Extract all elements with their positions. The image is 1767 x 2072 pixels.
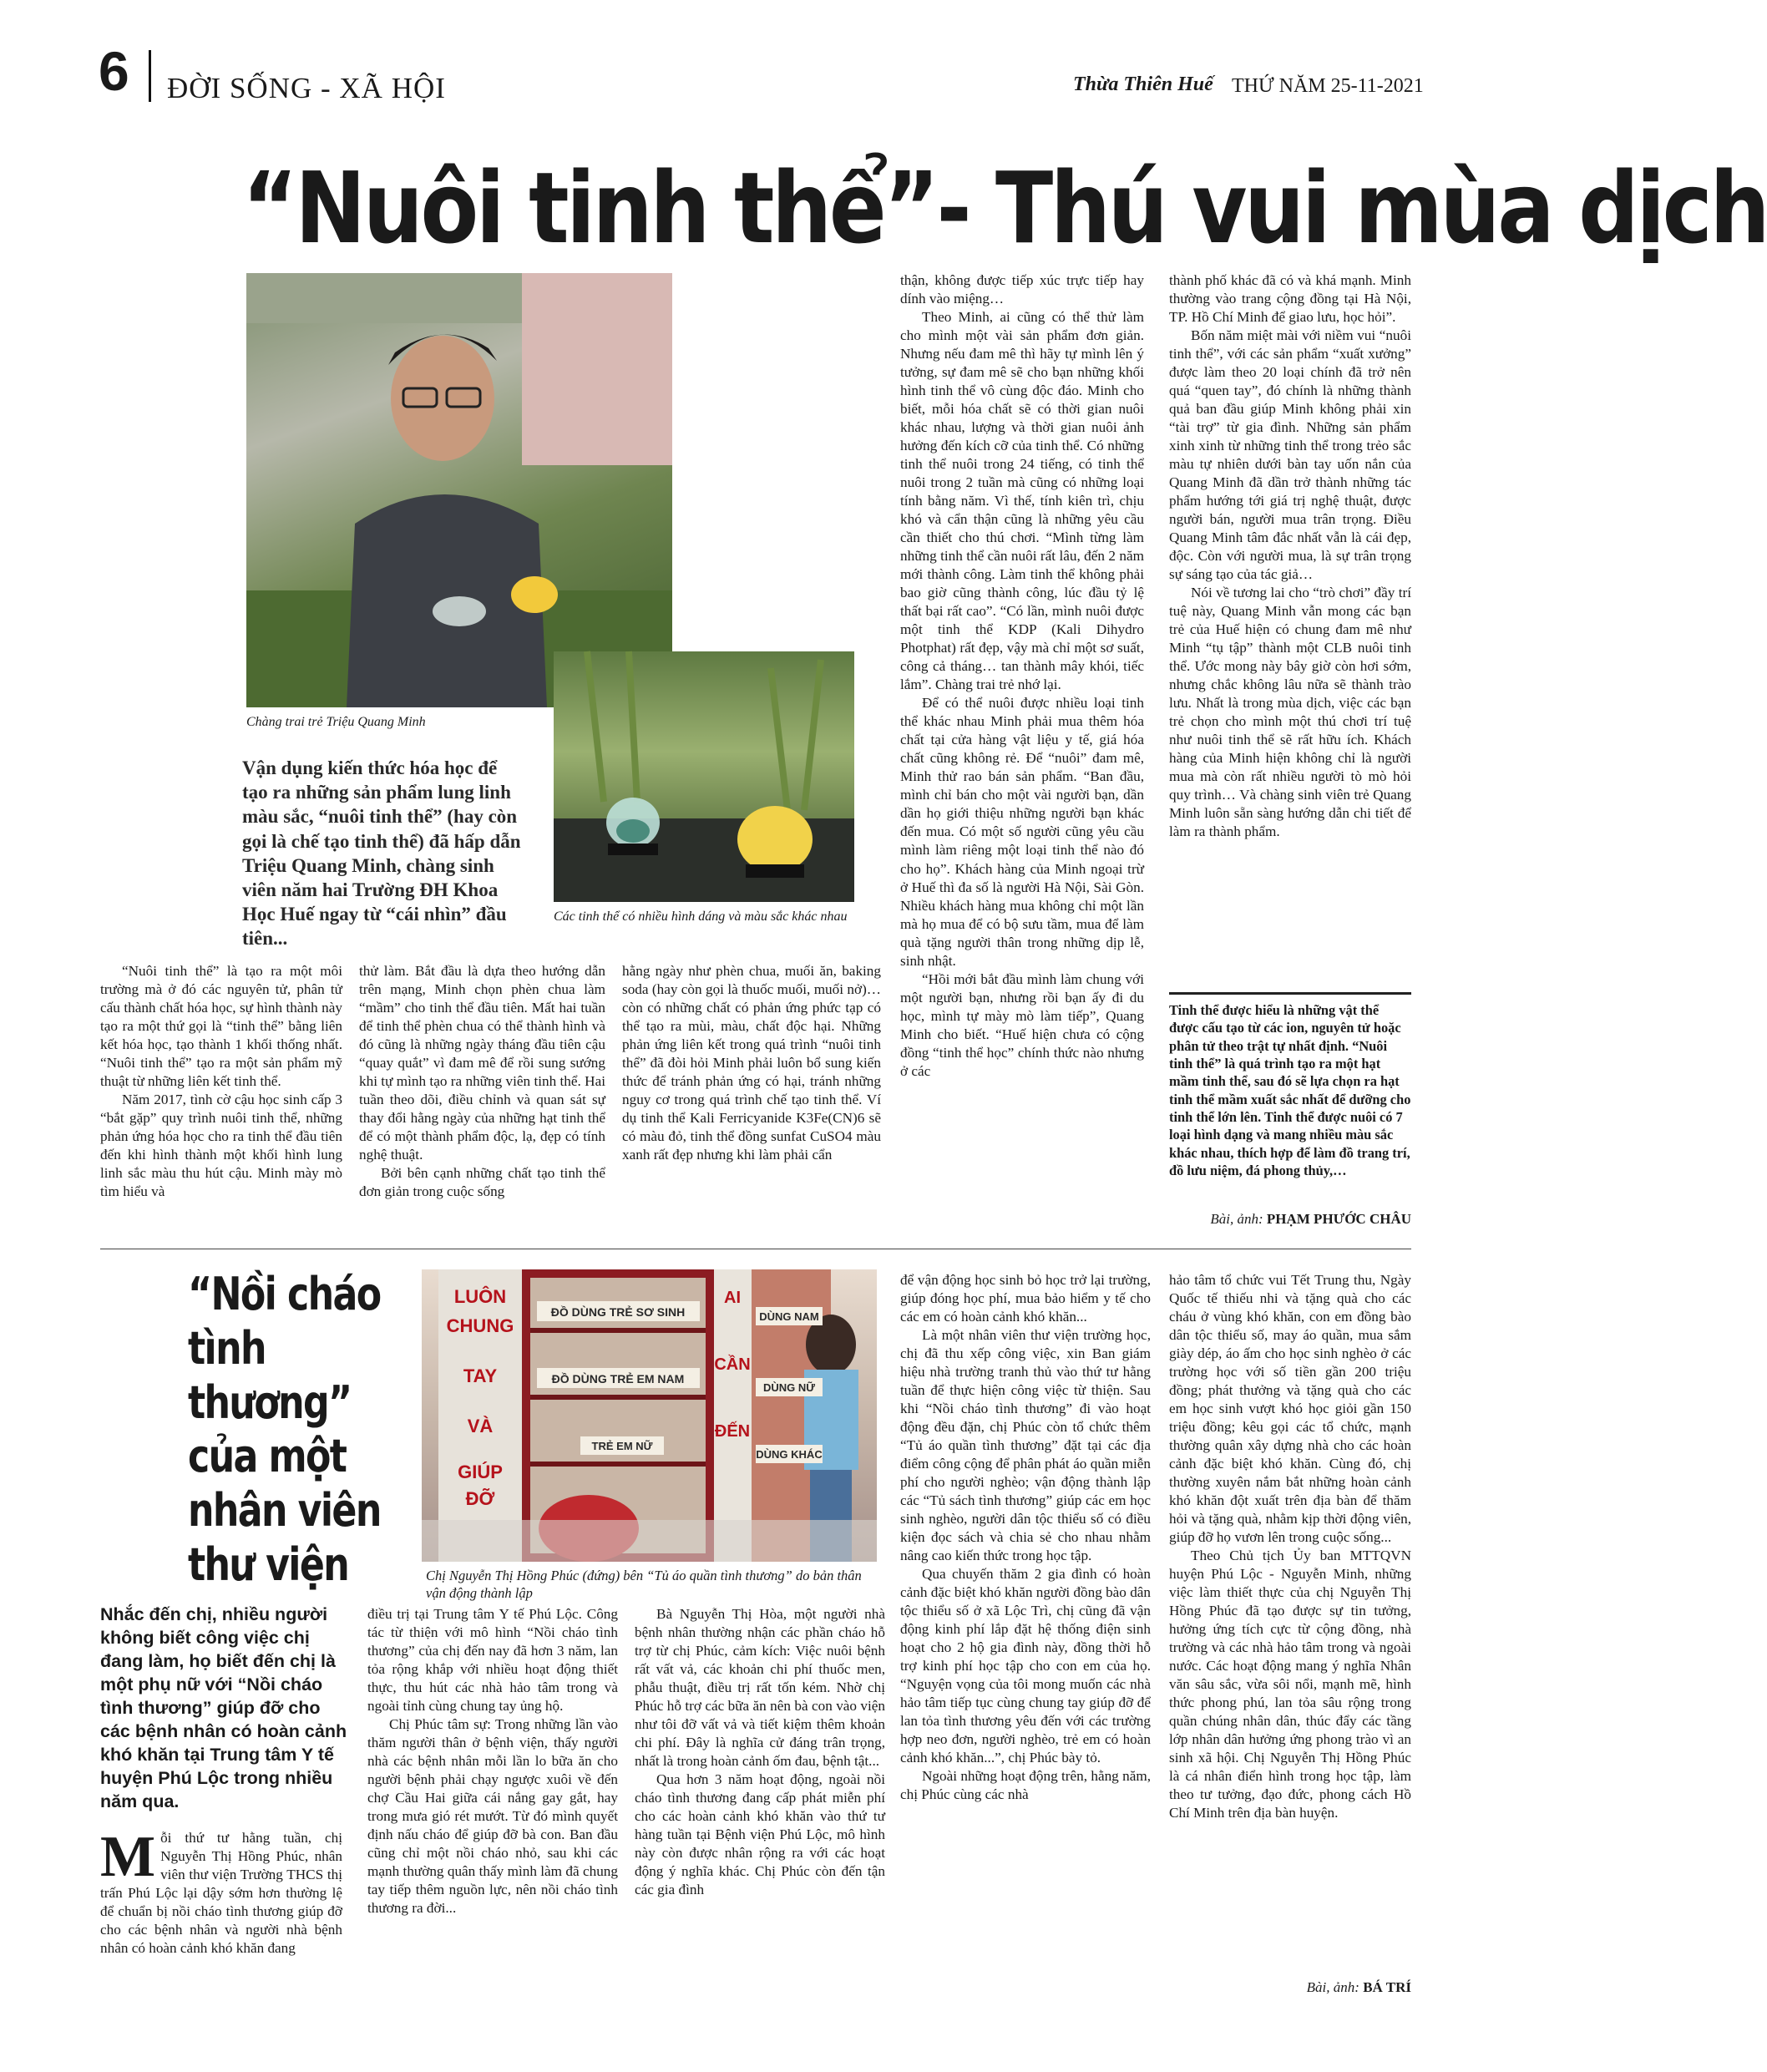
paragraph: Qua hơn 3 năm hoạt động, ngoài nồi cháo tình thương đang cấp phát miễn phí cho các hoàn cảnh khó khăn vào thứ tư hàng tuần tại Bệnh viện Phú Lộc, mô hình này còn được nhân rộng ra với các hoạt động ý nghĩa khác. Chị Phúc còn đến tận các gia đình [635, 1771, 885, 1898]
article1-title: “Nuôi tinh thể”- Thú vui mùa dịch [242, 150, 1767, 266]
article1-column-5 [1169, 271, 1411, 841]
article1-lead: Vận dụng kiến thức hóa học để tạo ra những sản phẩm lung linh màu sắc, “nuôi tinh thể” (hay còn gọi là chế tạo tinh thể) đã hấp dẫn Triệu Quang Minh, chàng sinh viên năm hai Trường ĐH Khoa Học Huế ngay từ “cái nhìn” đầu tiên... [242, 757, 521, 950]
paragraph: hảo tâm tổ chức vui Tết Trung thu, Ngày Quốc tế thiếu nhi và tặng quà cho các cháu ở vùng khó khăn, con em đồng bào dân tộc thiểu số, may áo quần, mua sắm giày dép, áo ấm cho học sinh nghèo ở các trường học với số tiền gần 200 triệu đồng; phát thưởng và tặng quà cho các em học sinh vượt khó học giỏi gần 150 triệu đồng; kêu gọi các tổ chức, mạnh thường quân xây dựng nhà cho các hoàn cảnh đặc biệt khó khăn. Cùng đó, chị thường xuyên nắm bắt những hoàn cảnh khó khăn đột xuất trên địa bàn để thăm hỏi và tặng quà, nhằm kịp thời động viên, giúp đỡ họ vươn lên trong cuộc sống... [1169, 1272, 1411, 1546]
paragraph: Bởi bên cạnh những chất tạo tinh thể đơn giản trong cuộc sống [359, 1165, 605, 1200]
sign-giup: GIÚP [458, 1462, 503, 1482]
drop-cap: M [100, 1825, 156, 1889]
article1-caption2: Các tinh thể có nhiều hình dáng và màu sắc khác nhau [554, 909, 848, 924]
issue-date: THỨ NĂM 25-11-2021 [1232, 75, 1424, 97]
paragraph: Là một nhân viên thư viện trường học, chị đã thu xếp công việc, xin Ban giám hiệu nhà trường tranh thủ vào thứ tư hằng tuần để thực hiện công việc từ thiện. Sau khi “Nồi cháo tình thương” đi vào hoạt động đều đặn, chị Phúc còn tổ chức thêm “Tủ áo quần tình thương” đặt tại các địa điểm công cộng để phân phát áo quần miễn phí cho người nghèo; vận động thành lập các “Tủ sách tình thương” giúp các em học sinh nghèo, người dân tộc thiểu số có điều kiện đọc sách và chia sẻ cho nhau nhằm nâng cao kiến thức trong học tập. [900, 1327, 1151, 1564]
byline-author: PHẠM PHƯỚC CHÂU [1266, 1211, 1411, 1227]
label-dung-khac: DÙNG KHÁC [756, 1448, 823, 1461]
paragraph: Bốn năm miệt mài với niềm vui “nuôi tinh thể”, với các sản phẩm “xuất xưởng” được làm theo 20 loại chính đã trở nên quá “quen tay”, đó chính là những thành quả ban đầu giúp Minh không phải xin “tài trợ” từ gia đình. Những sản phẩm xinh xinh từ những tinh thể trong trẻo sắc màu tự nhiên dưới bàn tay uốn nắn của Quang Minh đã dần trở thành những tác phẩm hướng tới giá trị nghệ thuật, được người bán, người mua trân trọng. Điều Quang Minh tâm đắc nhất vẫn là cái đẹp, độc. Còn với người mua, là sự trân trọng sự sáng tạo của tác giả… [1169, 327, 1411, 583]
photo-crystal-domes [554, 651, 854, 902]
article2-caption: Chị Nguyễn Thị Hồng Phúc (đứng) bên “Tủ áo quần tình thương” do bản thân vận động thành lập [426, 1568, 862, 1602]
sign-den: ĐẾN [714, 1422, 751, 1441]
paragraph: để vận động học sinh bỏ học trở lại trường, giúp đóng học phí, mua bảo hiểm y tế cho các em có hoàn cảnh khó khăn... [900, 1272, 1151, 1325]
sign-luon: LUÔN [453, 1286, 507, 1307]
byline-author: BÁ TRÍ [1363, 1979, 1411, 1995]
paragraph: thận, không được tiếp xúc trực tiếp hay dính vào miệng… [900, 272, 1144, 307]
article1-column-3 [622, 962, 881, 1164]
paragraph: thành phố khác đã có và khá mạnh. Minh thường vào trang cộng đồng tại Hà Nội, TP. Hồ Chí Minh để giao lưu, học hỏi”. [1169, 272, 1411, 326]
article1-byline [1186, 1211, 1411, 1228]
article1-caption1: Chàng trai trẻ Triệu Quang Minh [246, 715, 426, 729]
label-em-nam: ĐỒ DÙNG TRẺ EM NAM [551, 1372, 685, 1386]
paragraph: điều trị tại Trung tâm Y tế Phú Lộc. Công tác từ thiện với mô hình “Nồi cháo tình thương” của chị đến nay đã hơn 3 năm, lan tỏa rộng khắp với nhiều hoạt động thiết thực, thu hút các nhà hảo tâm trong và ngoài tỉnh cùng chung tay ủng hộ. [367, 1606, 618, 1715]
article2-column-4 [900, 1271, 1151, 1804]
paragraph: Theo Minh, ai cũng có thể thử làm cho mình một vài sản phẩm đơn giản. Nhưng nếu đam mê thì hãy tự mình lên ý tưởng, sự đam mê sẽ cho bạn những khối hình tinh thể vô cùng độc đáo. Minh cho biết, mỗi hóa chất sẽ có thời gian nuôi khác nhau, lượng và thời gian nuôi ảnh hưởng đến kích cỡ của tinh thể. Có những tinh thể nuôi trong 24 tiếng, có tinh thể nuôi trong 2 tuần mà cũng có những loại tính bằng năm. Vì thế, tính kiên trì, chịu khó và cẩn thận cũng là những yêu cầu cần thiết cho thú chơi. “Mình từng làm những tinh thể cần nuôi rất lâu, đến 2 năm mới thành công. Làm tinh thể không phải bao giờ cũng thành công, lúc đầu tỷ lệ thất bại rất cao”. “Có lần, mình nuôi được một tinh thể KDP (Kali Dihydro Photphat) rất đẹp, vậy mà chỉ một sơ suất, công cả tháng… tan thành mây khói, tiếc lắm”. Chàng trai trẻ nhớ lại. [900, 309, 1144, 693]
paragraph: Bà Nguyễn Thị Hòa, một người nhà bệnh nhân thường nhận các phần cháo hỗ trợ từ chị Phúc, cảm kích: Việc nuôi bệnh rất vất vả, các khoản chi phí thuốc men, phẫu thuật, điều trị rất tốn kém. Nhờ chị Phúc hỗ trợ các bữa ăn nên bà con vào viện như tôi đỡ vất vả và tiết kiệm thêm khoản chi phí. Đây là nghĩa cử đáng trân trọng, nhất là trong hoàn cảnh ốm đau, bệnh tật... [635, 1606, 885, 1770]
paragraph: Chị Phúc tâm sự: Trong những lần vào thăm người thân ở bệnh viện, thấy người nhà các bệnh nhân mỗi lần lo bữa ăn cho người bệnh phải chạy ngược xuôi về đến chợ Cầu Hai giữa cái nắng gay gắt, hay trong mưa gió rét mướt. Từ đó mình quyết định nấu cháo để giúp đỡ bà con. Ban đầu cũng chỉ một nồi cháo nhỏ, sau khi các mạnh thường quân thấy mình làm đã chung tay tiếp thêm nguồn lực, nên nồi cháo tình thương ra đời... [367, 1716, 618, 1917]
article1-column-2 [359, 962, 605, 1201]
paragraph: Qua chuyến thăm 2 gia đình có hoàn cảnh đặc biệt khó khăn người đồng bào dân tộc thiểu số ở xã Lộc Trì, chị cũng đã vận động kinh phí lắp đặt hệ thống điện sinh hoạt cho 2 hộ gia đình này, đồng thời hỗ trợ kinh phí học tập cho con em của họ. “Nguyện vọng của tôi mong muốn các nhà hảo tâm tiếp tục cùng chung tay giúp đỡ để lan tỏa tình thương yêu đến với các trường hợp neo đơn, người nghèo, trẻ em có hoàn cảnh khó khăn...”, chị Phúc bày tỏ. [900, 1566, 1152, 1766]
header-divider [149, 50, 151, 102]
crystal-info-box: Tinh thể được hiểu là những vật thể được cấu tạo từ các ion, nguyên tử hoặc phân tử theo trật tự nhất định. “Nuôi tinh thể” là quá trình tạo ra một hạt mầm tinh thể, sau đó sẽ lựa chọn ra hạt tinh thể mầm xuất sắc nhất để dưỡng cho tinh thể lớn lên. Tinh thể được nuôi có 7 loại hình dạng và mang nhiều màu sắc khác nhau, thích hợp để làm đồ trang trí, đồ lưu niệm, đá phong thủy,… [1169, 992, 1411, 1179]
sign-do: ĐỠ [465, 1488, 495, 1509]
section-name: ĐỜI SỐNG - XÃ HỘI [167, 72, 446, 104]
label-dung-nu: DÙNG NỮ [762, 1381, 816, 1394]
photo-charity-wardrobe [422, 1269, 877, 1562]
article2-column-5 [1169, 1271, 1411, 1822]
sign-chung: CHUNG [446, 1315, 514, 1336]
article1-column-4 [900, 271, 1144, 1081]
paragraph: Theo Chủ tịch Ủy ban MTTQVN huyện Phú Lộc - Nguyễn Minh, những việc làm thiết thực của chị Nguyễn Thị Hồng Phúc đã tạo được sự tin tưởng, hưởng ứng tích cực từ cộng đồng, nhà trường và các nhà hảo tâm trong và ngoài nước. Các hoạt động mang ý nghĩa Nhân văn sâu sắc, vừa sôi nổi, mạnh mẽ, hình thức phong phú, lan tỏa sâu rộng trong quần chúng nhân dân, thúc đẩy các tầng lớp nhân dân hưởng ứng phong trào vì an sinh xã hội. Chị Nguyễn Thị Hồng Phúc là cá nhân điển hình trong học tập, làm theo tư tưởng, đạo đức, phong cách Hồ Chí Minh trên địa bàn huyện. [1169, 1548, 1411, 1821]
article2-column-3 [635, 1605, 885, 1899]
paragraph: hằng ngày như phèn chua, muối ăn, baking soda (hay còn gọi là thuốc muối, muối nở)… còn có những chất có phản ứng phức tạp có thể tạo ra mùi, màu, chất độc hại. Những phản ứng liên kết trong quá trình “nuôi tinh thể” đã đòi hỏi Minh phải luôn bổ sung kiến thức để tránh phản ứng có hại, tránh những nguy cơ trong quá trình chế tạo tinh thể. Ví dụ tinh thể Kali Ferricyanide K3Fe(CN)6 sẽ có màu đỏ, tinh thể đồng sunfat CuSO4 màu xanh rất đẹp nhưng khi làm phải cẩn [622, 963, 881, 1163]
photo-young-man-crystals [246, 273, 672, 707]
paragraph [100, 1825, 342, 1958]
label-dung-nam: DÙNG NAM [759, 1310, 819, 1323]
newspaper-name: Thừa Thiên Huế [1073, 73, 1213, 95]
paragraph: Nói về tương lai cho “trò chơi” đầy trí tuệ này, Quang Minh vẫn mong các bạn trẻ của Huế hiện có chung đam mê như Minh “tụ tập” thành một CLB nuôi tinh thể. Ước mong này bây giờ còn hơi sớm, nhưng chắc không lâu nữa sẽ thành trào lưu. Nhất là trong mùa dịch, việc các bạn trẻ chọn cho mình một thú chơi trí tuệ như nuôi tinh thể sẽ rất hữu ích. Khách hàng của Minh hiện không chỉ là người mua mà còn rất nhiều người tò mò hỏi quy trình… Và chàng sinh viên trẻ Quang Minh luôn sẵn sàng hướng dẫn chi tiết để làm ra thành phẩm. [1169, 585, 1411, 840]
paragraph: Ngoài những hoạt động trên, hằng năm, chị Phúc cùng các nhà [900, 1768, 1151, 1803]
paragraph: “Hồi mới bắt đầu mình làm chung với một người bạn, nhưng rồi bạn ấy đi du học, mình tự mày mò làm tiếp”, Quang Minh cho biết. “Huế hiện chưa có cộng đồng “tinh thể học” chính thức nào nhưng ở các [900, 970, 1144, 1079]
label-so-sinh: ĐỒ DÙNG TRẺ SƠ SINH [550, 1305, 686, 1319]
sign-ai: AI [724, 1289, 741, 1307]
paragraph-text: ỗi thứ tư hằng tuần, chị Nguyễn Thị Hồng Phúc, nhân viên thư viện Trường THCS thị trấn Phú Lộc lại dậy sớm hơn thường lệ để chuẩn bị nồi cháo tình thương giúp đỡ cho các bệnh nhân và người nhà bệnh nhân có hoàn cảnh khó khăn đang [100, 1830, 342, 1957]
byline-prefix: Bài, ảnh: [1306, 1979, 1359, 1995]
paragraph: thử làm. Bắt đầu là dựa theo hướng dẫn trên mạng, Minh chọn phèn chua làm “mầm” cho tinh thể đầu tiên. Mất hai tuần để tinh thể phèn chua có thể thành hình và đó cũng là những ngày tháng đầu tiên cậu “quay quắt” vì đam mê để rồi sung sướng khi tự mình tạo ra những viên tinh thể. Hai tuần theo dõi, điều chỉnh và quan sát sự thay đổi hằng ngày của những hạt tinh thể để có một thành phẩm độc, lạ, đẹp có tính nghệ thuật. [359, 963, 605, 1163]
sign-can: CẦN [714, 1355, 751, 1374]
sign-tay: TAY [463, 1365, 498, 1386]
paragraph: Năm 2017, tình cờ cậu học sinh cấp 3 “bắt gặp” quy trình nuôi tinh thể, những phản ứng hóa học cho ra tinh thể đầu tiên đến khi hình thành một khối hình lung linh sắc màu thu hút cậu. Minh mày mò tìm hiểu và [100, 1092, 342, 1200]
article2-column-1 [100, 1825, 342, 1958]
label-em-nu: TRẺ EM NỮ [591, 1440, 653, 1452]
paragraph: Để có thể nuôi được nhiều loại tinh thể khác nhau Minh phải mua thêm hóa chất tại cửa hàng vật liệu y tế, giá hóa chất cũng không rẻ. Để “nuôi” đam mê, Minh thử rao bán sản phẩm. “Ban đầu, mình chỉ bán cho một vài người bạn, dần dần họ giới thiệu những người bạn khác đến mua. Có một số người cũng yêu cầu mình làm riêng một loại tinh thể nào đó cho họ”. Khách hàng của Minh ngoại trừ ở Huế thì đa số là người Hà Nội, Sài Gòn. Nhiều khách hàng mua không chỉ một lần mà họ mua để có bộ sưu tầm, mua để làm quà tặng người thân trong những dịp lễ, sinh nhật. [900, 695, 1144, 969]
article2-lead: Nhắc đến chị, nhiều người không biết công việc chị đang làm, họ biết đến chị là một phụ nữ với “Nồi cháo tình thương” giúp đỡ cho các bệnh nhân có hoàn cảnh khó khăn tại Trung tâm Y tế huyện Phú Lộc trong nhiều năm qua. [100, 1604, 347, 1811]
article1-column-1 [100, 962, 342, 1201]
byline-prefix: Bài, ảnh: [1210, 1211, 1263, 1227]
paragraph: “Nuôi tinh thể” là tạo ra một môi trường mà ở đó các nguyên tử, phân tử cấu thành chất hóa học, sự hình thành này tạo ra một thứ gọi là “tinh thể” bằng liên kết hóa học, tạo thành 1 khối thống nhất. “Nuôi tinh thể” tạo ra một sản phẩm mỹ thuật từ những liên kết tinh thể. [100, 963, 342, 1090]
article2-byline [1186, 1979, 1411, 1996]
sign-va: VÀ [467, 1416, 494, 1436]
page-number: 6 [99, 40, 129, 102]
article2-title: “Nồi cháo tình thương” của một nhân viên thư viện [188, 1268, 381, 1591]
article2-column-2 [367, 1605, 618, 1917]
